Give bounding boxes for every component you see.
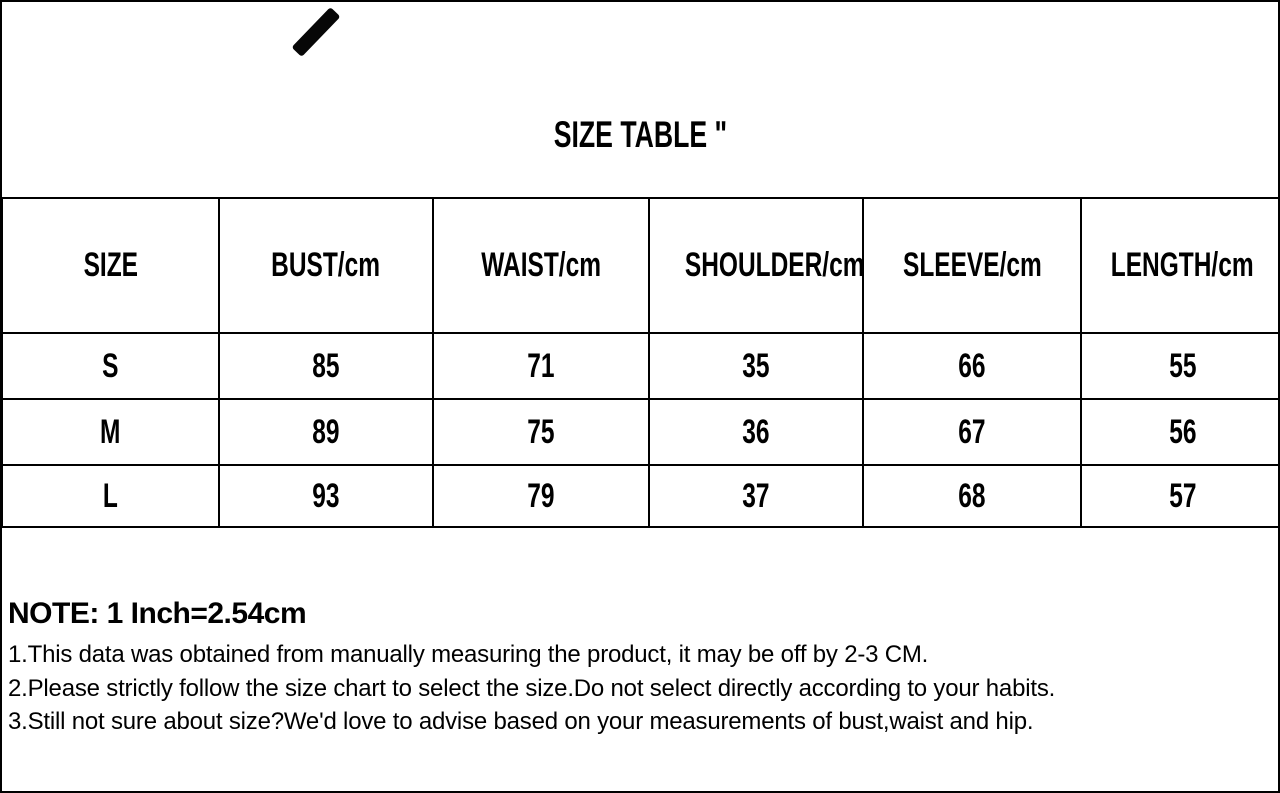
page-title <box>2 114 1278 156</box>
sleeve-cell: 67 <box>863 399 1081 465</box>
sleeve-cell: 68 <box>863 465 1081 527</box>
column-header-size: SIZE <box>2 198 219 333</box>
length-cell: 55 <box>1081 333 1280 399</box>
table-header-row <box>2 198 1280 333</box>
length-cell: 56 <box>1081 399 1280 465</box>
note-item-1: 1.This data was obtained from manually measuring the product, it may be off by 2-3 CM. <box>8 641 929 668</box>
size-cell: L <box>2 465 219 527</box>
sleeve-cell: 66 <box>863 333 1081 399</box>
shoulder-cell: 36 <box>649 399 863 465</box>
notes-section <box>8 597 1268 739</box>
column-header-shoulder: SHOULDER/cm <box>649 198 863 333</box>
table-row-s <box>2 333 1280 399</box>
column-header-bust: BUST/cm <box>219 198 433 333</box>
length-cell: 57 <box>1081 465 1280 527</box>
bust-cell: 89 <box>219 399 433 465</box>
size-table <box>1 197 1280 528</box>
note-item-2: 2.Please strictly follow the size chart to select the size.Do not select directly according to your habits. <box>8 674 1056 702</box>
waist-cell: 79 <box>433 465 649 527</box>
column-header-length: LENGTH/cm <box>1081 198 1280 333</box>
pen-stroke-icon <box>292 7 341 57</box>
bust-cell: 85 <box>219 333 433 399</box>
note-heading: NOTE: 1 Inch=2.54cm <box>8 597 307 630</box>
page-title-text: SIZE TABLE " <box>553 114 727 155</box>
waist-cell: 75 <box>433 399 649 465</box>
column-header-sleeve: SLEEVE/cm <box>863 198 1081 333</box>
shoulder-cell: 35 <box>649 333 863 399</box>
size-cell: S <box>2 333 219 399</box>
size-cell: M <box>2 399 219 465</box>
table-row-l <box>2 465 1280 527</box>
waist-cell: 71 <box>433 333 649 399</box>
table-row-m <box>2 399 1280 465</box>
bust-cell: 93 <box>219 465 433 527</box>
note-item-3: 3.Still not sure about size?We'd love to advise based on your measurements of bust,waist and hip. <box>8 708 1034 735</box>
column-header-waist: WAIST/cm <box>433 198 649 333</box>
shoulder-cell: 37 <box>649 465 863 527</box>
